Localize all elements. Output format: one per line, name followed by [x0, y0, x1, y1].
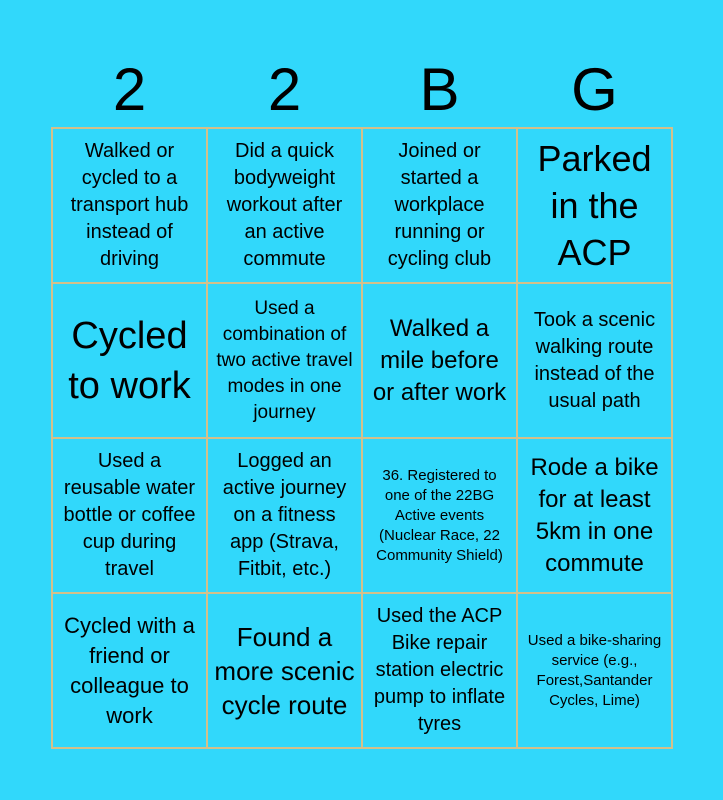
header-letter: 2: [267, 56, 302, 123]
bingo-cell[interactable]: [361, 282, 518, 439]
bingo-cell[interactable]: [51, 592, 208, 749]
cell-text: Rode a bike for at least 5km in one commute: [530, 453, 659, 577]
header-letter: B: [419, 56, 460, 123]
bingo-header: [52, 52, 672, 128]
cell-text: 36. Registered to one of the 22BG Active events (Nuclear Race, 22 Community Shield): [376, 466, 503, 564]
cell-text: Used a reusable water bottle or coffee cup during travel: [63, 450, 196, 580]
cell-text: Used a bike-sharing service (e.g., Forest,Santander Cycles, Lime): [527, 631, 662, 709]
cell-text: Walked a mile before or after work: [372, 314, 507, 406]
bingo-cell[interactable]: [361, 437, 518, 594]
bingo-cell[interactable]: [516, 127, 673, 284]
cell-text: Used a combination of two active travel modes in one journey: [216, 297, 353, 423]
cell-text: Used the ACP Bike repair station electric pump to inflate tyres: [373, 605, 506, 735]
bingo-cell[interactable]: [516, 437, 673, 594]
bingo-cell[interactable]: [206, 592, 363, 749]
cell-text: Did a quick bodyweight workout after an active commute: [226, 140, 343, 270]
cell-text: Logged an active journey on a fitness app (Strava, Fitbit, etc.): [222, 450, 347, 580]
bingo-board: [52, 128, 672, 748]
cell-text: Took a scenic walking route instead of the usual path: [533, 308, 656, 412]
bingo-cell[interactable]: [206, 437, 363, 594]
cell-text: Walked or cycled to a transport hub instead of driving: [70, 140, 189, 270]
cell-text: Parked in the ACP: [537, 138, 652, 273]
header-letter: G: [571, 56, 618, 123]
bingo-cell[interactable]: [51, 437, 208, 594]
bingo-cell[interactable]: [361, 127, 518, 284]
cell-text: Joined or started a workplace running or cycling club: [387, 140, 492, 270]
cell-text: Found a more scenic cycle route: [214, 621, 355, 720]
bingo-cell[interactable]: [516, 592, 673, 749]
bingo-cell[interactable]: [516, 282, 673, 439]
bingo-cell[interactable]: [361, 592, 518, 749]
bingo-cell[interactable]: [51, 282, 208, 439]
cell-text: Cycled with a friend or colleague to work: [64, 612, 195, 728]
bingo-cell[interactable]: [206, 282, 363, 439]
cell-text: Cycled to work: [68, 314, 191, 407]
bingo-cell[interactable]: [206, 127, 363, 284]
bingo-cell[interactable]: [51, 127, 208, 284]
header-letter: 2: [112, 56, 147, 123]
